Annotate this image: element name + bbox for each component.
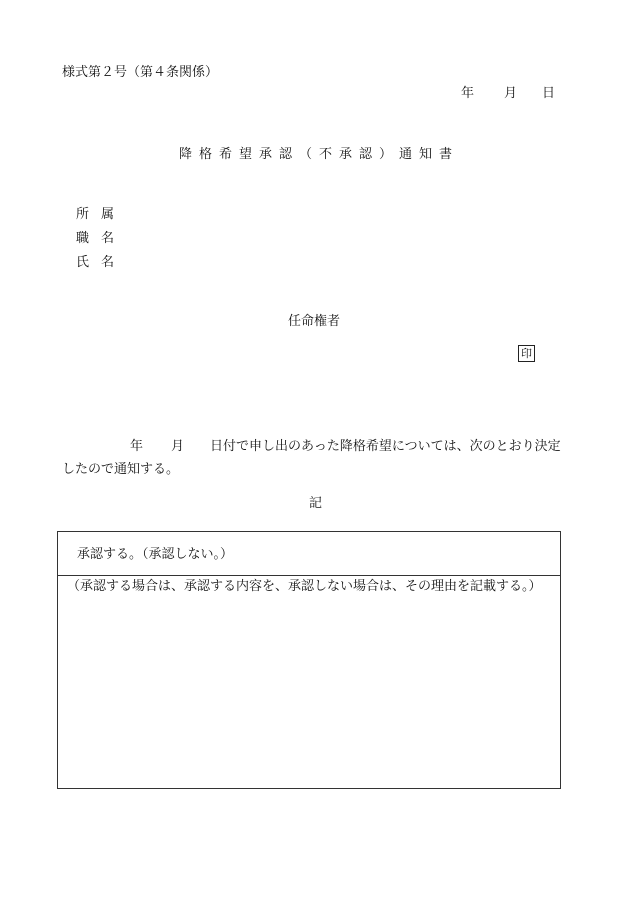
body-line-1 [62,435,577,458]
body-line-2: したので通知する。 [62,462,180,477]
body-paragraph [62,435,577,481]
date-month: 月 [504,86,518,101]
decision-row [58,532,560,576]
decision-text: 承認する。（承認しない。） [77,547,234,562]
field-job-title: 職名 [76,231,127,246]
field-name: 氏名 [76,255,127,270]
form-number: 様式第２号（第４条関係） [62,65,219,80]
field-affiliation: 所属 [76,207,127,222]
date-header [461,87,555,100]
decision-table [57,531,561,789]
document-title: 降格希望承認（不承認）通知書 [179,147,460,162]
date-day: 日 [542,86,556,101]
ki-heading: 記 [309,496,323,511]
details-instruction: （承認する場合は、承認する内容を、承認しない場合は、その理由を記載する。） [67,579,542,594]
appointing-authority: 任命権者 [288,314,341,329]
body-month: 月 [171,439,185,454]
body-year: 年 [130,439,144,454]
date-year: 年 [461,86,475,101]
seal-mark: 印 [518,345,535,362]
body-line-1-rest: 日付で申し出のあった降格希望については、次のとおり決定 [210,439,561,454]
recipient-fields [76,208,126,280]
